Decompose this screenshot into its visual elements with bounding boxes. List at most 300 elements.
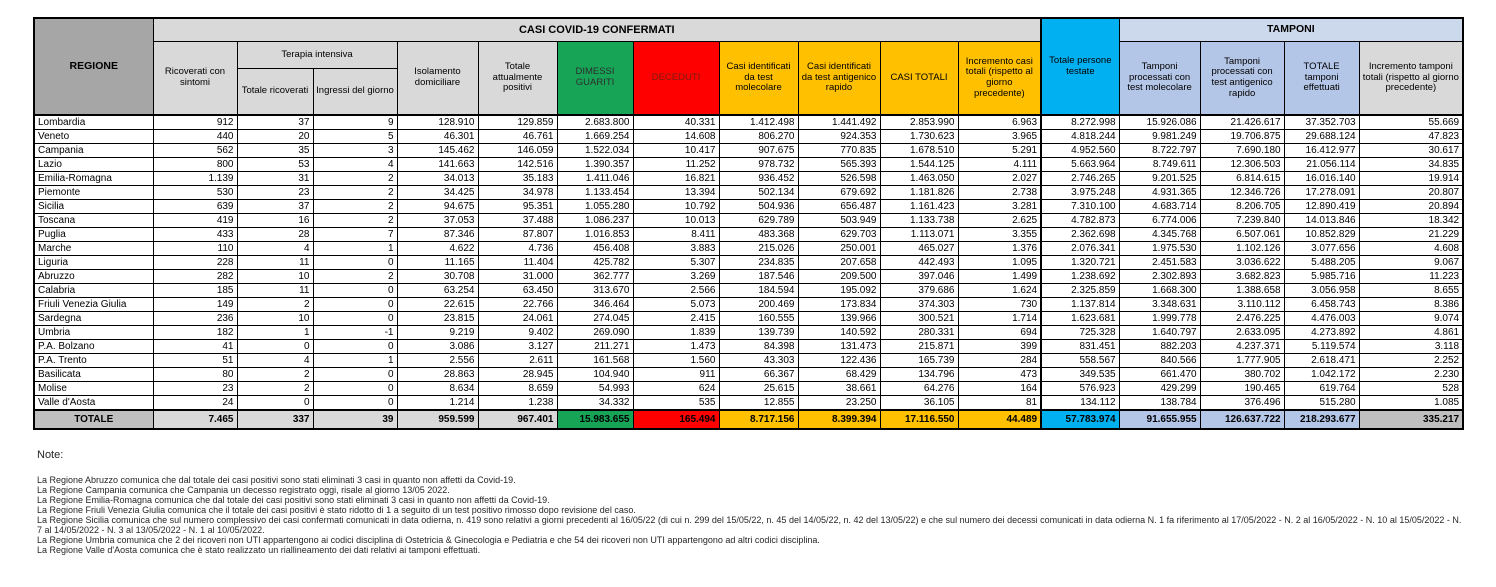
- table-row: [34, 326, 1463, 340]
- value-cell: 831.451: [1041, 340, 1119, 354]
- value-cell: 1: [313, 242, 397, 256]
- value-cell: 185: [153, 284, 237, 298]
- value-cell: 6.814.615: [1200, 172, 1284, 186]
- value-cell: 349.535: [1041, 368, 1119, 382]
- value-cell: 10.792: [633, 200, 719, 214]
- value-cell: 425.782: [557, 256, 633, 270]
- value-cell: 1.714: [958, 312, 1041, 326]
- value-cell: 8.634: [397, 382, 478, 396]
- value-cell: 4.736: [478, 242, 557, 256]
- region-name: Liguria: [34, 256, 153, 270]
- table-row: [34, 130, 1463, 144]
- value-cell: 2.362.698: [1041, 228, 1119, 242]
- region-name: Puglia: [34, 228, 153, 242]
- total-value-cell: 967.401: [478, 410, 557, 429]
- value-cell: 146.059: [478, 144, 557, 158]
- value-cell: 63.254: [397, 284, 478, 298]
- value-cell: 22.615: [397, 298, 478, 312]
- value-cell: 465.027: [880, 242, 958, 256]
- value-cell: 280.331: [880, 326, 958, 340]
- value-cell: 4.345.768: [1119, 228, 1200, 242]
- value-cell: 1.042.172: [1284, 368, 1359, 382]
- column-header-regione: REGIONE: [34, 18, 153, 115]
- region-name: P.A. Trento: [34, 354, 153, 368]
- column-header-positivi: Totale attualmente positivi: [478, 42, 557, 116]
- value-cell: 2.415: [633, 312, 719, 326]
- value-cell: 34.978: [478, 186, 557, 200]
- value-cell: 694: [958, 326, 1041, 340]
- value-cell: 46.761: [478, 130, 557, 144]
- value-cell: 2.683.800: [557, 115, 633, 130]
- value-cell: 907.675: [719, 144, 798, 158]
- value-cell: 562: [153, 144, 237, 158]
- value-cell: 11.223: [1359, 270, 1463, 284]
- value-cell: 3.281: [958, 200, 1041, 214]
- value-cell: 269.090: [557, 326, 633, 340]
- value-cell: 10.852.829: [1284, 228, 1359, 242]
- total-value-cell: 57.783.974: [1041, 410, 1119, 429]
- value-cell: 22.766: [478, 298, 557, 312]
- value-cell: 4.931.365: [1119, 186, 1200, 200]
- value-cell: 14.608: [633, 130, 719, 144]
- total-value-cell: 218.293.677: [1284, 410, 1359, 429]
- value-cell: 4.683.714: [1119, 200, 1200, 214]
- table-row: [34, 186, 1463, 200]
- value-cell: 16.412.977: [1284, 144, 1359, 158]
- region-name: Emilia-Romagna: [34, 172, 153, 186]
- value-cell: 1.640.797: [1119, 326, 1200, 340]
- value-cell: 1.999.778: [1119, 312, 1200, 326]
- value-cell: 24: [153, 396, 237, 411]
- value-cell: 1.181.826: [880, 186, 958, 200]
- value-cell: 8.272.998: [1041, 115, 1119, 130]
- value-cell: 1.668.300: [1119, 284, 1200, 298]
- value-cell: 37.488: [478, 214, 557, 228]
- value-cell: 36.105: [880, 396, 958, 411]
- region-name: Sicilia: [34, 200, 153, 214]
- total-value-cell: 165.494: [633, 410, 719, 429]
- value-cell: 7: [313, 228, 397, 242]
- value-cell: 429.299: [1119, 382, 1200, 396]
- value-cell: 4: [237, 354, 313, 368]
- value-cell: 0: [313, 340, 397, 354]
- value-cell: 128.910: [397, 115, 478, 130]
- region-name: Friuli Venezia Giulia: [34, 298, 153, 312]
- value-cell: 12.346.726: [1200, 186, 1284, 200]
- value-cell: 234.835: [719, 256, 798, 270]
- value-cell: 1.975.530: [1119, 242, 1200, 256]
- value-cell: 8.411: [633, 228, 719, 242]
- value-cell: 619.764: [1284, 382, 1359, 396]
- value-cell: 6.963: [958, 115, 1041, 130]
- value-cell: 187.546: [719, 270, 798, 284]
- region-name: Lazio: [34, 158, 153, 172]
- value-cell: 0: [313, 284, 397, 298]
- value-cell: 3.110.112: [1200, 298, 1284, 312]
- value-cell: 9: [313, 115, 397, 130]
- value-cell: 195.092: [798, 284, 880, 298]
- value-cell: 300.521: [880, 312, 958, 326]
- value-cell: 1: [237, 326, 313, 340]
- column-header-tamponi-molecolare: Tamponi processati con test molecolare: [1119, 42, 1200, 116]
- value-cell: 141.663: [397, 158, 478, 172]
- value-cell: 80: [153, 368, 237, 382]
- table-row: [34, 270, 1463, 284]
- value-cell: 139.739: [719, 326, 798, 340]
- value-cell: 35.183: [478, 172, 557, 186]
- value-cell: 2.853.990: [880, 115, 958, 130]
- value-cell: 19.914: [1359, 172, 1463, 186]
- value-cell: 1.560: [633, 354, 719, 368]
- value-cell: 730: [958, 298, 1041, 312]
- value-cell: 1.473: [633, 340, 719, 354]
- column-header-casi-molecolare: Casi identificati da test molecolare: [719, 42, 798, 116]
- region-name: Sardegna: [34, 312, 153, 326]
- value-cell: 9.219: [397, 326, 478, 340]
- value-cell: 3.975.248: [1041, 186, 1119, 200]
- value-cell: 9.201.525: [1119, 172, 1200, 186]
- value-cell: 503.949: [798, 214, 880, 228]
- column-header-casi-totali: CASI TOTALI: [880, 42, 958, 116]
- value-cell: 1.016.853: [557, 228, 633, 242]
- value-cell: 95.351: [478, 200, 557, 214]
- value-cell: 629.703: [798, 228, 880, 242]
- value-cell: 87.346: [397, 228, 478, 242]
- value-cell: 840.566: [1119, 354, 1200, 368]
- value-cell: 134.796: [880, 368, 958, 382]
- value-cell: 1.624: [958, 284, 1041, 298]
- column-header-deceduti: DECEDUTI: [633, 42, 719, 116]
- value-cell: 63.450: [478, 284, 557, 298]
- value-cell: 24.061: [478, 312, 557, 326]
- value-cell: 11.404: [478, 256, 557, 270]
- value-cell: 9.402: [478, 326, 557, 340]
- group-header-terapia-intensiva: Terapia intensiva: [237, 42, 397, 69]
- value-cell: 374.303: [880, 298, 958, 312]
- value-cell: 34.332: [557, 396, 633, 411]
- value-cell: 1.544.125: [880, 158, 958, 172]
- value-cell: 380.702: [1200, 368, 1284, 382]
- value-cell: 2.611: [478, 354, 557, 368]
- column-header-isolamento: Isolamento domiciliare: [397, 42, 478, 116]
- value-cell: 1.095: [958, 256, 1041, 270]
- value-cell: 1.839: [633, 326, 719, 340]
- value-cell: 29.688.124: [1284, 130, 1359, 144]
- value-cell: 11.165: [397, 256, 478, 270]
- value-cell: 138.784: [1119, 396, 1200, 411]
- value-cell: 882.203: [1119, 340, 1200, 354]
- value-cell: 7.690.180: [1200, 144, 1284, 158]
- value-cell: 11: [237, 284, 313, 298]
- value-cell: 530: [153, 186, 237, 200]
- value-cell: 10.013: [633, 214, 719, 228]
- value-cell: 228: [153, 256, 237, 270]
- value-cell: 23: [237, 186, 313, 200]
- value-cell: 2.252: [1359, 354, 1463, 368]
- value-cell: 515.280: [1284, 396, 1359, 411]
- value-cell: 28.945: [478, 368, 557, 382]
- value-cell: 3.077.656: [1284, 242, 1359, 256]
- value-cell: 2: [237, 382, 313, 396]
- value-cell: 936.452: [719, 172, 798, 186]
- value-cell: 34.835: [1359, 158, 1463, 172]
- value-cell: 1.441.492: [798, 115, 880, 130]
- value-cell: 215.026: [719, 242, 798, 256]
- table-row: [34, 144, 1463, 158]
- value-cell: 47.823: [1359, 130, 1463, 144]
- value-cell: 12.855: [719, 396, 798, 411]
- value-cell: 5.073: [633, 298, 719, 312]
- value-cell: 8.386: [1359, 298, 1463, 312]
- note-item: La Regione Friuli Venezia Giulia comunica che il totale dei casi positivi è stato ridotto di 1 a seguito di un test positivo rimosso dopo revisione del caso.: [37, 505, 636, 515]
- value-cell: 134.112: [1041, 396, 1119, 411]
- value-cell: 4.476.003: [1284, 312, 1359, 326]
- value-cell: 4.861: [1359, 326, 1463, 340]
- total-value-cell: 17.116.550: [880, 410, 958, 429]
- value-cell: 3.348.631: [1119, 298, 1200, 312]
- value-cell: 4.237.371: [1200, 340, 1284, 354]
- value-cell: 1.113.071: [880, 228, 958, 242]
- value-cell: 770.835: [798, 144, 880, 158]
- value-cell: 2.476.225: [1200, 312, 1284, 326]
- value-cell: 576.923: [1041, 382, 1119, 396]
- total-value-cell: 8.717.156: [719, 410, 798, 429]
- value-cell: 10: [237, 270, 313, 284]
- value-cell: 3.269: [633, 270, 719, 284]
- value-cell: 30.708: [397, 270, 478, 284]
- region-name: Toscana: [34, 214, 153, 228]
- value-cell: 190.465: [1200, 382, 1284, 396]
- region-name: Veneto: [34, 130, 153, 144]
- value-cell: 504.936: [719, 200, 798, 214]
- value-cell: 4.952.560: [1041, 144, 1119, 158]
- table-row: [34, 115, 1463, 130]
- region-name: Abruzzo: [34, 270, 153, 284]
- table-row: [34, 312, 1463, 326]
- value-cell: 346.464: [557, 298, 633, 312]
- table-row: [34, 214, 1463, 228]
- value-cell: 1.102.126: [1200, 242, 1284, 256]
- value-cell: 6.507.061: [1200, 228, 1284, 242]
- column-header-casi-antigenico: Casi identificati da test antigenico rapido: [798, 42, 880, 116]
- value-cell: 129.859: [478, 115, 557, 130]
- value-cell: 1.137.814: [1041, 298, 1119, 312]
- value-cell: 274.045: [557, 312, 633, 326]
- value-cell: 3.036.622: [1200, 256, 1284, 270]
- value-cell: 142.516: [478, 158, 557, 172]
- notes-section: [37, 449, 1467, 555]
- value-cell: 282: [153, 270, 237, 284]
- region-name: Campania: [34, 144, 153, 158]
- value-cell: 284: [958, 354, 1041, 368]
- value-cell: 3.127: [478, 340, 557, 354]
- value-cell: 16.016.140: [1284, 172, 1359, 186]
- value-cell: 629.789: [719, 214, 798, 228]
- value-cell: 122.436: [798, 354, 880, 368]
- value-cell: 10: [237, 312, 313, 326]
- value-cell: 18.342: [1359, 214, 1463, 228]
- value-cell: 502.134: [719, 186, 798, 200]
- value-cell: 13.394: [633, 186, 719, 200]
- value-cell: 20.807: [1359, 186, 1463, 200]
- value-cell: 12.890.419: [1284, 200, 1359, 214]
- value-cell: 9.981.249: [1119, 130, 1200, 144]
- value-cell: 3.118: [1359, 340, 1463, 354]
- value-cell: 376.496: [1200, 396, 1284, 411]
- table-row: [34, 368, 1463, 382]
- value-cell: 978.732: [719, 158, 798, 172]
- value-cell: 145.462: [397, 144, 478, 158]
- value-cell: 1: [313, 354, 397, 368]
- value-cell: 528: [1359, 382, 1463, 396]
- value-cell: 4.111: [958, 158, 1041, 172]
- value-cell: 1.085: [1359, 396, 1463, 411]
- region-name: Calabria: [34, 284, 153, 298]
- region-name: Umbria: [34, 326, 153, 340]
- column-header-persone-testate: Totale persone testate: [1041, 18, 1119, 115]
- value-cell: 1.214: [397, 396, 478, 411]
- value-cell: 41: [153, 340, 237, 354]
- value-cell: 43.303: [719, 354, 798, 368]
- value-cell: 379.686: [880, 284, 958, 298]
- region-name: P.A. Bolzano: [34, 340, 153, 354]
- value-cell: 54.993: [557, 382, 633, 396]
- value-cell: 912: [153, 115, 237, 130]
- value-cell: 4: [313, 158, 397, 172]
- value-cell: 8.722.797: [1119, 144, 1200, 158]
- value-cell: 28: [237, 228, 313, 242]
- value-cell: 3.355: [958, 228, 1041, 242]
- value-cell: 2.746.265: [1041, 172, 1119, 186]
- table-row: [34, 396, 1463, 411]
- column-header-incremento-casi: Incremento casi totali (rispetto al giorno precedente): [958, 42, 1041, 116]
- notes-list: [37, 475, 1467, 555]
- total-value-cell: 39: [313, 410, 397, 429]
- value-cell: 397.046: [880, 270, 958, 284]
- value-cell: 11: [237, 256, 313, 270]
- value-cell: 12.306.503: [1200, 158, 1284, 172]
- value-cell: 1.390.357: [557, 158, 633, 172]
- total-value-cell: 8.399.394: [798, 410, 880, 429]
- value-cell: 0: [313, 396, 397, 411]
- table-row: [34, 158, 1463, 172]
- value-cell: 184.594: [719, 284, 798, 298]
- value-cell: 2.451.583: [1119, 256, 1200, 270]
- table-row: [34, 382, 1463, 396]
- value-cell: 8.206.705: [1200, 200, 1284, 214]
- value-cell: 639: [153, 200, 237, 214]
- value-cell: 2.230: [1359, 368, 1463, 382]
- value-cell: 2.566: [633, 284, 719, 298]
- value-cell: 87.807: [478, 228, 557, 242]
- value-cell: 1.730.623: [880, 130, 958, 144]
- value-cell: 46.301: [397, 130, 478, 144]
- total-value-cell: 959.599: [397, 410, 478, 429]
- value-cell: 164: [958, 382, 1041, 396]
- value-cell: 2.556: [397, 354, 478, 368]
- value-cell: 1.238: [478, 396, 557, 411]
- column-header-incremento-tamponi: Incremento tamponi totali (rispetto al giorno precedente): [1359, 42, 1463, 116]
- value-cell: 1.623.681: [1041, 312, 1119, 326]
- value-cell: 2: [313, 214, 397, 228]
- value-cell: 66.367: [719, 368, 798, 382]
- value-cell: 211.271: [557, 340, 633, 354]
- value-cell: 131.473: [798, 340, 880, 354]
- value-cell: 1.376: [958, 242, 1041, 256]
- value-cell: 4.608: [1359, 242, 1463, 256]
- value-cell: 209.500: [798, 270, 880, 284]
- value-cell: 558.567: [1041, 354, 1119, 368]
- notes-title: Note:: [37, 449, 64, 461]
- table-body: [34, 115, 1463, 429]
- value-cell: 2.027: [958, 172, 1041, 186]
- value-cell: 1.522.034: [557, 144, 633, 158]
- value-cell: 3.883: [633, 242, 719, 256]
- value-cell: 4.273.892: [1284, 326, 1359, 340]
- value-cell: 483.368: [719, 228, 798, 242]
- value-cell: 68.429: [798, 368, 880, 382]
- value-cell: 140.592: [798, 326, 880, 340]
- value-cell: 160.555: [719, 312, 798, 326]
- value-cell: 30.617: [1359, 144, 1463, 158]
- value-cell: 1.669.254: [557, 130, 633, 144]
- value-cell: 725.328: [1041, 326, 1119, 340]
- table-row: [34, 172, 1463, 186]
- value-cell: 11.252: [633, 158, 719, 172]
- value-cell: 5.488.205: [1284, 256, 1359, 270]
- value-cell: 110: [153, 242, 237, 256]
- value-cell: 2: [313, 172, 397, 186]
- note-item: La Regione Umbria comunica che 2 dei ricoveri non UTI appartengono ai codici disciplina di Ostetricia & Ginecologia e Pediatria e che 54 dei ricoveri non UTI appartengono ad altri codici disciplina.: [37, 535, 820, 545]
- value-cell: 21.229: [1359, 228, 1463, 242]
- value-cell: 149: [153, 298, 237, 312]
- region-name: Valle d'Aosta: [34, 396, 153, 411]
- value-cell: 35: [237, 144, 313, 158]
- column-header-tamponi-antigenico: Tamponi processati con test antigenico rapido: [1200, 42, 1284, 116]
- value-cell: 440: [153, 130, 237, 144]
- value-cell: 7.239.840: [1200, 214, 1284, 228]
- value-cell: 15.926.086: [1119, 115, 1200, 130]
- value-cell: 104.940: [557, 368, 633, 382]
- value-cell: 911: [633, 368, 719, 382]
- band-tamponi: TAMPONI: [1119, 18, 1463, 42]
- value-cell: 2: [313, 270, 397, 284]
- value-cell: -1: [313, 326, 397, 340]
- table-row: [34, 200, 1463, 214]
- value-cell: 0: [313, 312, 397, 326]
- value-cell: 1.133.454: [557, 186, 633, 200]
- value-cell: 182: [153, 326, 237, 340]
- value-cell: 2: [313, 200, 397, 214]
- value-cell: 3: [313, 144, 397, 158]
- value-cell: 2.076.341: [1041, 242, 1119, 256]
- value-cell: 1.678.510: [880, 144, 958, 158]
- value-cell: 5.291: [958, 144, 1041, 158]
- value-cell: 4.622: [397, 242, 478, 256]
- value-cell: 207.658: [798, 256, 880, 270]
- value-cell: 21.426.617: [1200, 115, 1284, 130]
- value-cell: 17.278.091: [1284, 186, 1359, 200]
- value-cell: 4.782.873: [1041, 214, 1119, 228]
- total-label: TOTALE: [34, 410, 153, 429]
- value-cell: 535: [633, 396, 719, 411]
- value-cell: 1.388.658: [1200, 284, 1284, 298]
- band-casi-confermati: CASI COVID-19 CONFERMATI: [153, 18, 1041, 42]
- covid-data-table: [33, 17, 1464, 430]
- value-cell: 20.894: [1359, 200, 1463, 214]
- region-name: Marche: [34, 242, 153, 256]
- value-cell: 10.417: [633, 144, 719, 158]
